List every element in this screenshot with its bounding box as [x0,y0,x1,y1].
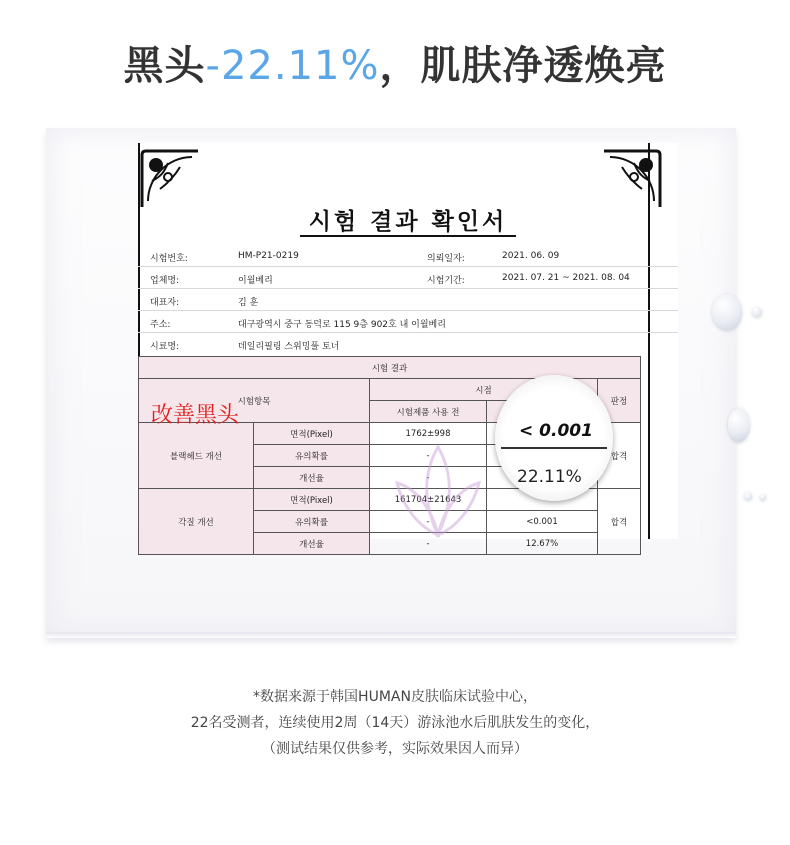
before-cell: - [370,445,487,467]
after-cell: <0.001 [487,511,598,533]
divider [138,310,678,311]
water-drop-icon [712,294,742,330]
info-value: 대구광역시 중구 동덕로 115 9층 902호 내 이월베리 [238,320,446,330]
info-value: 2021. 07. 21 ~ 2021. 08. 04 [502,273,630,283]
divider [138,266,678,267]
metric-cell: 면적(Pixel) [254,489,370,511]
info-label: 대표자: [150,298,180,308]
info-value: 2021. 06. 09 [502,251,560,261]
divider [138,288,678,289]
info-label: 주소: [150,320,171,330]
info-label: 시료명: [150,342,180,352]
group-name: 각질 개선 [139,489,254,555]
panel-edge [46,632,736,638]
before-cell: - [370,533,487,555]
info-label: 업체명: [150,276,180,286]
magnifier-percentage: 22.11% [517,467,582,487]
water-drop-icon [760,494,766,500]
water-drop-icon [752,307,762,317]
verdict-cell: 합격 [598,489,641,555]
table-caption: 시험 결과 [139,357,641,379]
metric-cell: 유의확률 [254,445,370,467]
title-underline [300,235,516,237]
lotus-watermark-icon [393,443,483,539]
before-cell: 161704±21643 [370,489,487,511]
headline-percentage: -22.11% [205,43,380,89]
headline [0,34,790,91]
improve-blackhead-label: 改善黑头 [151,403,240,428]
water-drop-icon [744,492,752,500]
before-cell: - [370,511,487,533]
header-item: 시험항목 [139,379,370,423]
header-verdict: 판정 [598,379,641,423]
header-before: 시험제품 사용 전 [370,401,487,423]
certificate-title: 시험 결과 확인서 [308,209,508,235]
corner-ornament-icon [138,147,200,209]
info-label: 의뢰일자: [427,254,465,264]
magnifier-divider [501,447,607,449]
footnote-line2: 22名受测者，连续使用2周（14天）游泳池水后肌肤发生的变化， [190,715,600,731]
footnote-line1: *数据来源于韩国HUMAN皮肤临床试验中心， [253,689,537,705]
metric-cell: 면적(Pixel) [254,423,370,445]
info-value: 김 훈 [238,298,259,308]
verdict-cell: 합격 [598,423,641,489]
info-value: 데일리필링 스위밍풀 토너 [238,342,340,352]
metric-cell: 개선율 [254,533,370,555]
info-value: 이월베리 [238,276,273,286]
info-label: 시험기간: [427,276,465,286]
divider [138,332,678,333]
headline-part2: ，肌肤净透焕亮 [379,43,667,89]
metric-cell: 개선율 [254,467,370,489]
info-value: HM-P21-0219 [238,251,299,261]
certificate-document [138,143,678,550]
corner-ornament-icon [602,147,664,209]
water-drop-icon [728,408,750,442]
after-cell: 12.67% [487,533,598,555]
magnifier-callout [495,375,613,501]
before-cell: 1762±998 [370,423,487,445]
before-cell: - [370,467,487,489]
group-name: 블랙헤드 개선 [139,423,254,489]
info-label: 시험번호: [150,254,188,264]
footnote-line3: （测试结果仅供参考，实际效果因人而异） [262,741,528,757]
magnifier-pvalue: < 0.001 [519,421,593,441]
header-time: 시점 [370,379,598,401]
headline-part1: 黑头 [123,43,206,89]
metric-cell: 유의확률 [254,511,370,533]
